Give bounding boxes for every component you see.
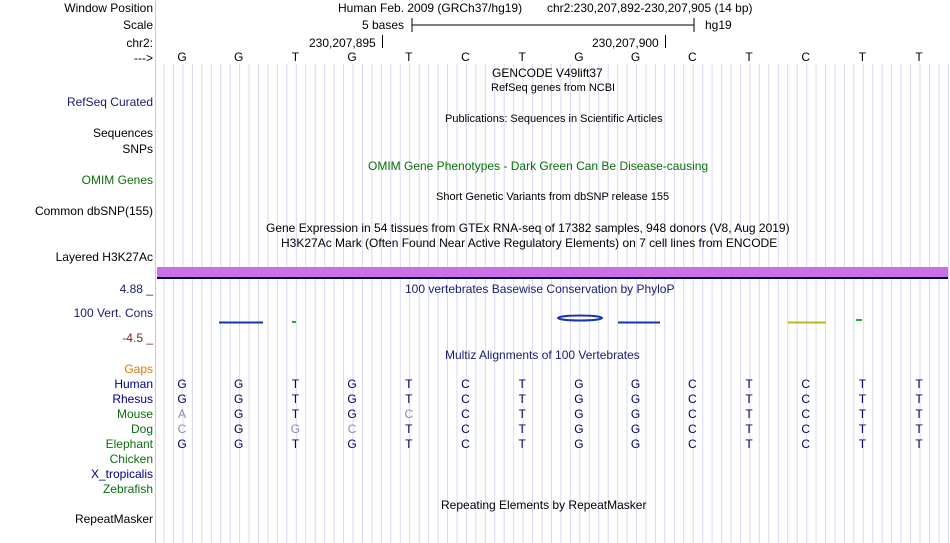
alignment-base: T: [291, 437, 300, 451]
species-label-elephant[interactable]: Elephant: [105, 437, 153, 451]
assembly-title: Human Feb. 2009 (GRCh37/hg19): [338, 1, 523, 15]
coord-left-tick: [382, 35, 383, 48]
alignment-base: G: [234, 377, 244, 391]
alignment-base: C: [461, 377, 470, 391]
alignment-base: T: [915, 437, 923, 451]
species-label-zebrafish[interactable]: Zebrafish: [102, 482, 153, 496]
sequence-base: T: [915, 50, 923, 64]
alignment-base: T: [745, 407, 753, 421]
species-label-mouse[interactable]: Mouse: [116, 407, 153, 421]
coord-left-label: 230,207,895: [309, 36, 376, 50]
species-label-x-tropicalis[interactable]: X_tropicalis: [90, 467, 153, 481]
refseq-track-title[interactable]: RefSeq genes from NCBI: [491, 82, 616, 94]
alignment-base: G: [347, 392, 357, 406]
alignment-base: G: [177, 437, 187, 451]
sequence-base: T: [858, 50, 867, 64]
species-label-rhesus[interactable]: Rhesus: [112, 392, 153, 406]
alignment-base: T: [405, 377, 413, 391]
alignment-base: C: [461, 422, 470, 436]
sequence-base: C: [687, 50, 697, 64]
alignment-base: T: [291, 407, 300, 421]
sequence-base: G: [574, 50, 584, 64]
alignment-base: G: [630, 407, 641, 421]
gtex-track-title[interactable]: Gene Expression in 54 tissues from GTEx RNA-seq of 17382 samples, 948 donors (V8, Aug 2019): [266, 221, 790, 235]
alignment-base: A: [177, 407, 186, 421]
conservation-signal[interactable]: [156, 310, 948, 330]
sequence-base: T: [518, 50, 526, 64]
alignment-base: G: [234, 437, 244, 451]
position-range: chr2:230,207,892-230,207,905 (14 bp): [547, 1, 753, 15]
alignment-base: G: [347, 437, 357, 451]
snps-label[interactable]: SNPs: [122, 142, 153, 156]
alignment-base: C: [404, 407, 414, 421]
sequence-base: C: [801, 50, 811, 64]
alignment-base: T: [915, 377, 923, 391]
alignment-base: G: [347, 377, 357, 391]
alignment-base: T: [518, 407, 526, 421]
alignment-base: G: [630, 422, 641, 436]
gencode-track-title[interactable]: GENCODE V49lift37: [492, 66, 603, 80]
alignment-base: G: [574, 437, 584, 451]
alignment-base: G: [630, 437, 641, 451]
alignment-base: C: [801, 377, 811, 391]
strand-label: --->: [134, 51, 153, 65]
alignment-base: T: [915, 407, 923, 421]
h3k27ac-label[interactable]: Layered H3K27Ac: [55, 250, 153, 264]
sequence-base: C: [461, 50, 470, 64]
alignment-base: T: [291, 377, 300, 391]
dbsnp-label[interactable]: Common dbSNP(155): [34, 204, 153, 218]
alignment-base: T: [291, 392, 300, 406]
alignment-base: C: [687, 437, 697, 451]
publications-track-title[interactable]: Publications: Sequences in Scientific Articles: [445, 113, 663, 125]
h3k27ac-track-title[interactable]: H3K27Ac Mark (Often Found Near Active Regulatory Elements) on 7 cell lines from ENCODE: [281, 236, 778, 250]
refseq-curated-label[interactable]: RefSeq Curated: [66, 95, 153, 109]
alignment-base: T: [518, 437, 526, 451]
alignment-base: C: [687, 392, 697, 406]
coord-right-label: 230,207,900: [592, 36, 659, 50]
alignment-base: T: [858, 422, 867, 436]
alignment-base: G: [177, 377, 187, 391]
alignment-base: G: [630, 392, 641, 406]
alignment-base: T: [745, 392, 753, 406]
alignment-base: T: [745, 377, 753, 391]
alignment-base: G: [630, 377, 641, 391]
alignment-base: T: [915, 422, 923, 436]
alignment-base: T: [745, 422, 753, 436]
chr-label: chr2:: [126, 36, 153, 50]
sequences-label[interactable]: Sequences: [92, 126, 153, 140]
cons-min-label: -4.5 _: [122, 331, 153, 345]
species-label-human[interactable]: Human: [114, 377, 153, 391]
species-label-dog[interactable]: Dog: [130, 422, 153, 436]
alignment-base: C: [801, 392, 811, 406]
sequence-base: G: [234, 50, 244, 64]
alignment-base: T: [518, 392, 526, 406]
alignment-base: G: [574, 422, 584, 436]
h3k27ac-baseline: [157, 277, 948, 279]
alignment-base: C: [461, 407, 470, 421]
alignment-base: C: [801, 422, 811, 436]
alignment-base: T: [518, 377, 526, 391]
sequence-base: G: [177, 50, 187, 64]
repeatmasker-track-title[interactable]: Repeating Elements by RepeatMasker: [441, 498, 647, 512]
sidebar-border: [155, 0, 156, 543]
window-position-label: Window Position: [64, 1, 153, 15]
alignment-base: C: [461, 437, 470, 451]
alignment-base: T: [915, 392, 923, 406]
alignment-base: G: [574, 407, 584, 421]
alignment-base: C: [461, 392, 470, 406]
alignment-base: T: [405, 392, 413, 406]
alignment-base: T: [858, 437, 867, 451]
scale-label: Scale: [122, 18, 153, 32]
alignment-base: G: [234, 422, 244, 436]
sequence-base: G: [347, 50, 357, 64]
alignment-base: C: [177, 422, 187, 436]
h3k27ac-signal-bar[interactable]: [157, 267, 948, 277]
alignment-base: C: [801, 437, 811, 451]
alignment-base: C: [801, 407, 811, 421]
dbsnp-track-title[interactable]: Short Genetic Variants from dbSNP release 155: [436, 191, 670, 203]
species-label-repeatmasker[interactable]: RepeatMasker: [74, 512, 153, 526]
alignment-base: T: [405, 437, 413, 451]
sequence-base: T: [405, 50, 413, 64]
omim-track-title[interactable]: OMIM Gene Phenotypes - Dark Green Can Be Disease-causing: [368, 159, 709, 173]
alignment-base: T: [745, 437, 753, 451]
alignment-base: G: [177, 392, 187, 406]
alignment-base: G: [574, 392, 584, 406]
multiz-track-title[interactable]: Multiz Alignments of 100 Vertebrates: [445, 348, 640, 362]
alignment-base: T: [858, 392, 867, 406]
alignment-base: G: [290, 422, 301, 436]
coord-right-tick: [665, 35, 666, 48]
cons-max-label: 4.88 _: [119, 282, 153, 296]
sequence-base: G: [630, 50, 641, 64]
scale-db-text: hg19: [705, 18, 732, 32]
alignment-base: G: [234, 407, 244, 421]
alignment-base: C: [347, 422, 357, 436]
alignment-base: T: [518, 422, 526, 436]
scale-bar: [408, 17, 698, 33]
alignment-base: C: [687, 407, 697, 421]
sequence-base: T: [745, 50, 753, 64]
sequence-base: T: [291, 50, 300, 64]
scale-bases-text: 5 bases: [362, 18, 405, 32]
alignment-base: T: [858, 407, 867, 421]
omim-genes-label[interactable]: OMIM Genes: [81, 173, 153, 187]
alignment-base: G: [574, 377, 584, 391]
phylop-track-title[interactable]: 100 vertebrates Basewise Conservation by PhyloP: [405, 282, 675, 296]
alignment-base: C: [687, 377, 697, 391]
vert-cons-label[interactable]: 100 Vert. Cons: [73, 306, 153, 320]
alignment-base: C: [687, 422, 697, 436]
alignment-base: G: [234, 392, 244, 406]
alignment-base: T: [405, 422, 413, 436]
gaps-label[interactable]: Gaps: [124, 362, 153, 376]
alignment-base: G: [347, 407, 357, 421]
species-label-chicken[interactable]: Chicken: [109, 452, 153, 466]
alignment-base: T: [858, 377, 867, 391]
